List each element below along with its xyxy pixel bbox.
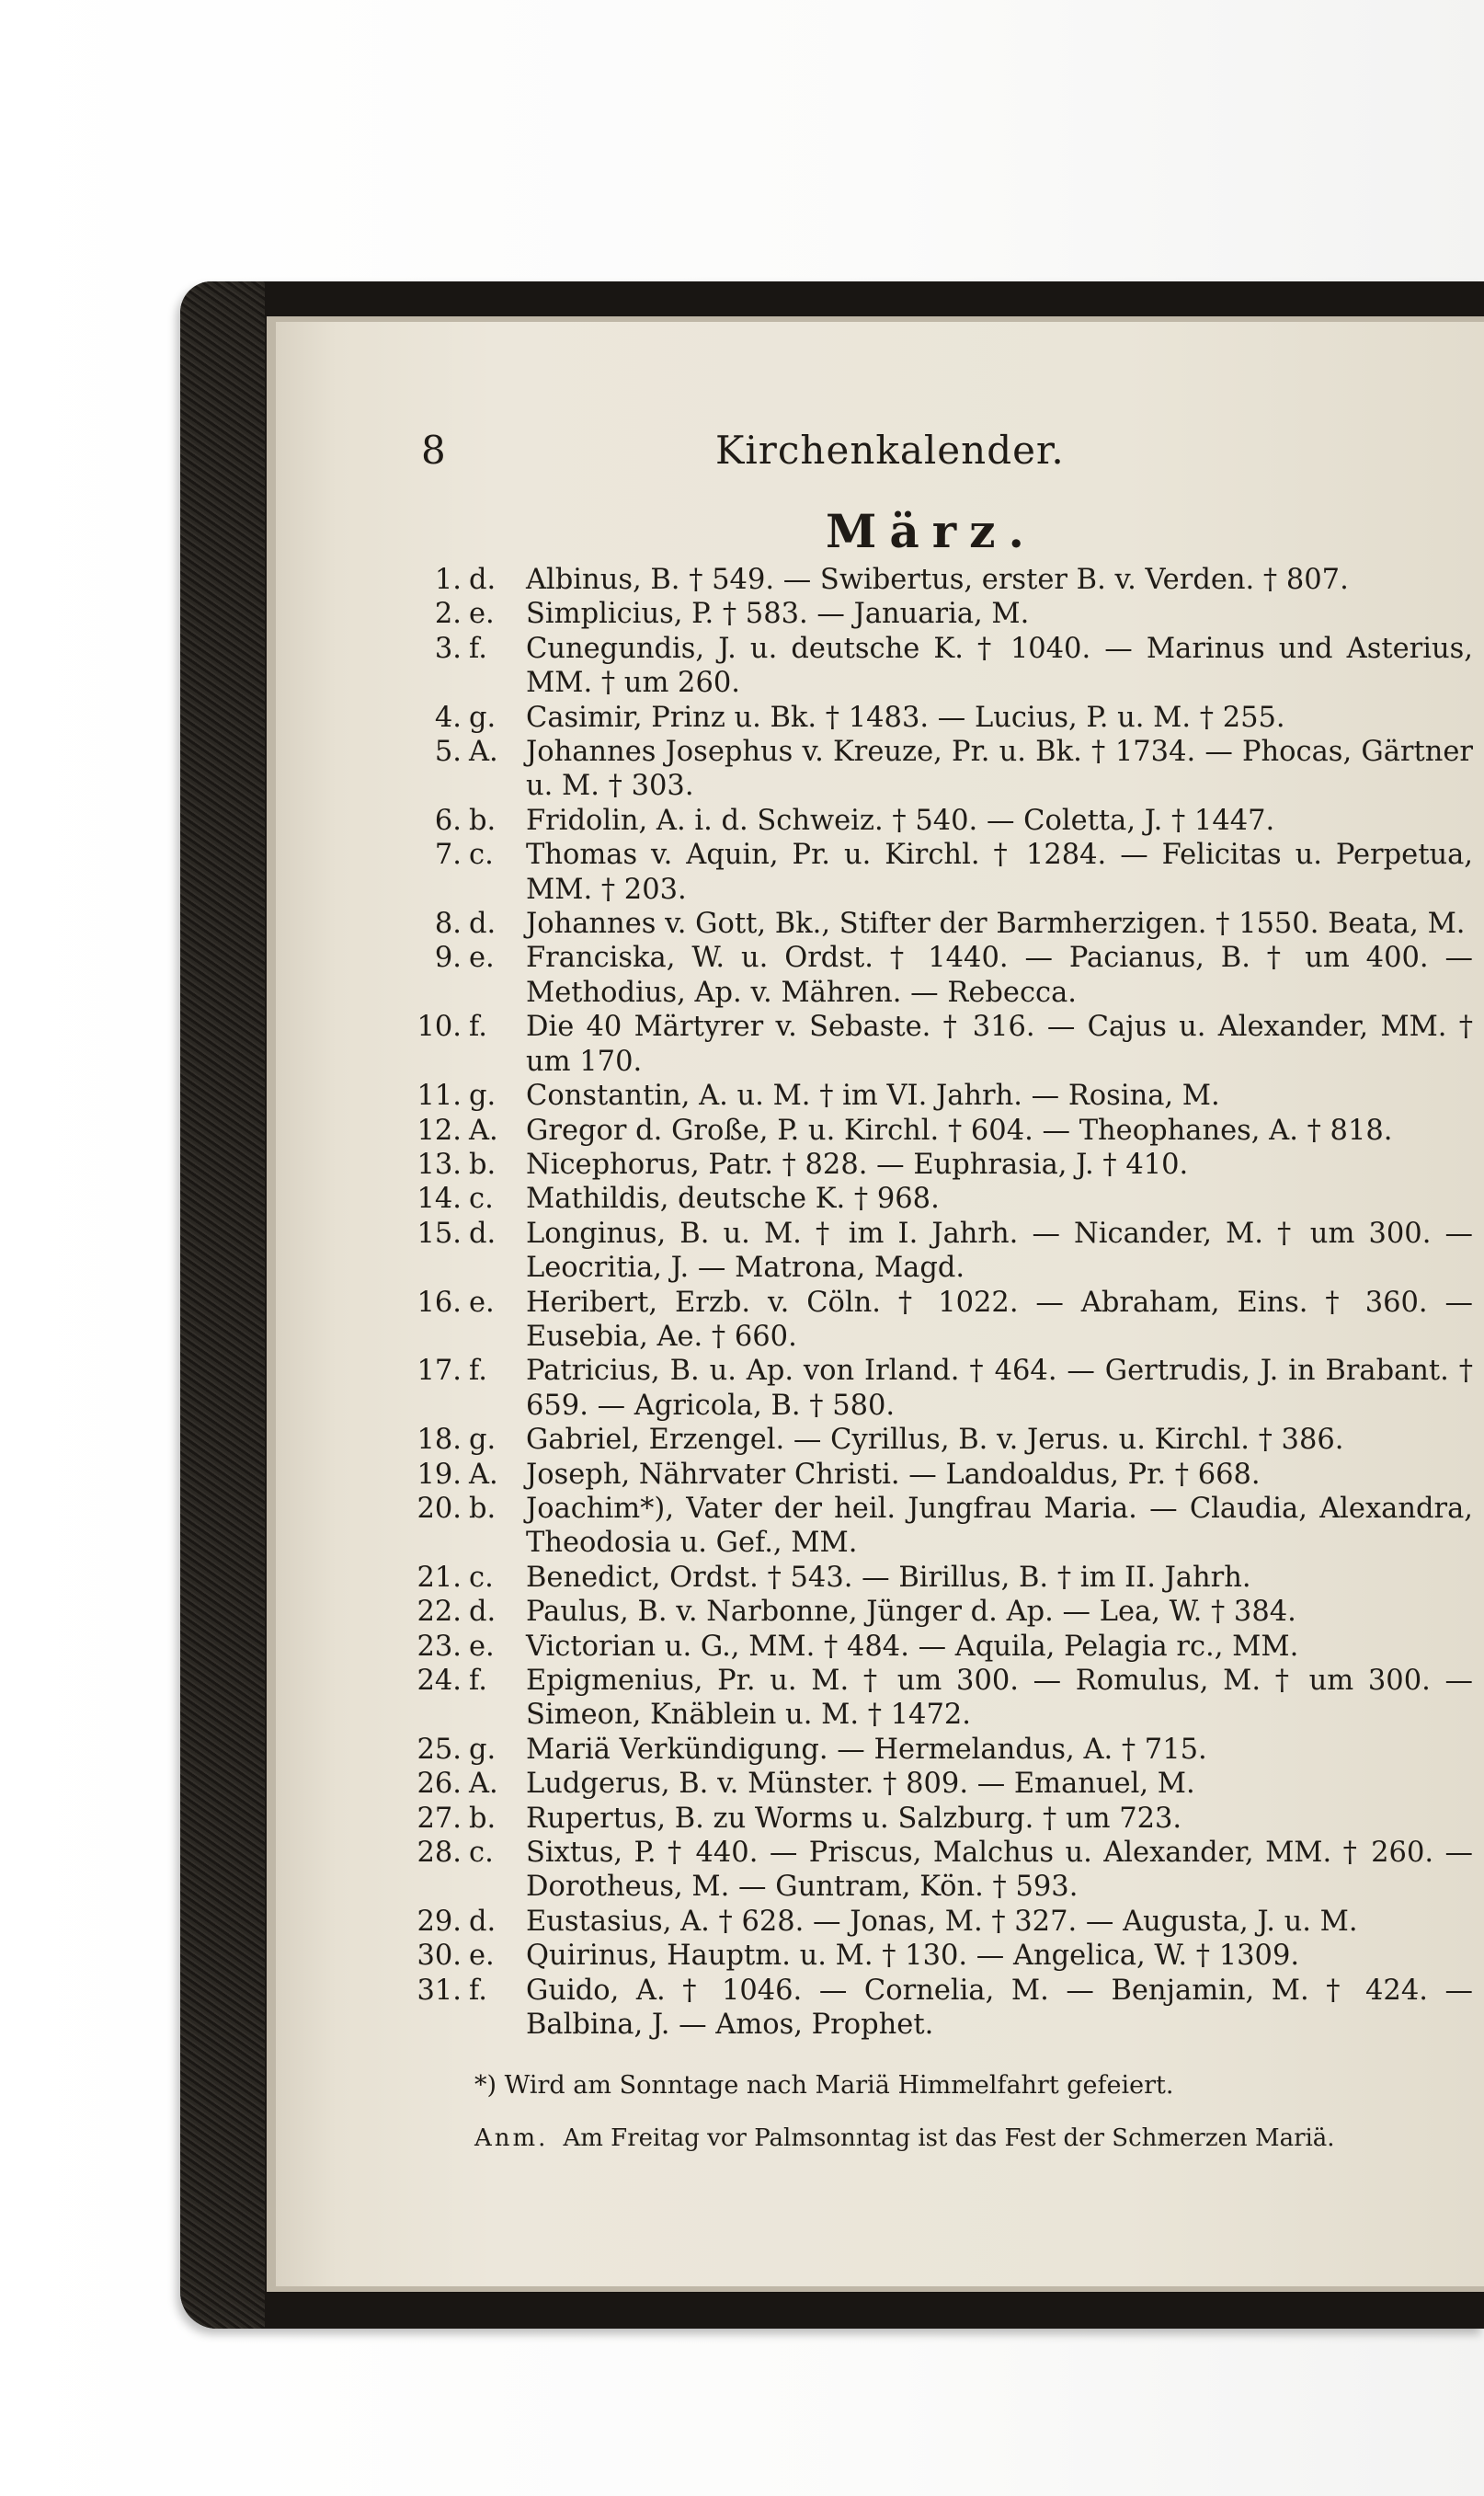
entry-day-letter: c.: [469, 1561, 494, 1594]
entry-day-number: 1.: [434, 564, 462, 596]
entry-day-number: 26.: [417, 1768, 462, 1801]
entry-day-number: 19.: [417, 1458, 462, 1491]
entry-text: Johannes v. Gott, Bk., Stifter der Barmherzigen. † 1550. Beata, M.: [526, 908, 1466, 941]
entry-day-letter: b.: [469, 1148, 497, 1181]
entry-text: Casimir, Prinz u. Bk. † 1483. — Lucius, P. u. M. † 255.: [526, 701, 1285, 734]
remark-text: Am Freitag vor Palmsonntag ist das Fest der Schmerzen Mariä.: [563, 2124, 1335, 2152]
calendar-entry: [386, 563, 1480, 597]
entry-day-letter: f.: [469, 1011, 487, 1044]
calendar-entry: [386, 632, 1480, 701]
entry-text: Paulus, B. v. Narbonne, Jünger d. Ap. — Lea, W. † 384.: [526, 1596, 1296, 1629]
entry-text: Eustasius, A. † 628. — Jonas, M. † 327. — Augusta, J. u. M.: [526, 1905, 1358, 1938]
entry-day-letter: b.: [469, 1492, 497, 1525]
entry-day-number: 12.: [417, 1114, 462, 1147]
month-title: März.: [826, 504, 1037, 558]
book-page: [276, 322, 1484, 2286]
calendar-entry: [386, 597, 1480, 631]
entry-day-number: 18.: [417, 1424, 462, 1457]
page-header: [421, 418, 1442, 483]
calendar-entry: [386, 1561, 1480, 1595]
calendar-entry: [386, 701, 1480, 735]
entry-day-letter: g.: [469, 1080, 497, 1113]
calendar-entry: [386, 1664, 1480, 1733]
remark-label: Anm.: [474, 2124, 549, 2152]
calendar-entry: [386, 1802, 1480, 1836]
calendar-entry: [386, 1733, 1480, 1767]
entry-text: Ludgerus, B. v. Münster. † 809. — Emanuel, M.: [526, 1768, 1195, 1801]
entry-day-number: 9.: [434, 942, 462, 975]
entry-day-number: 31.: [417, 1974, 462, 2007]
entry-day-number: 29.: [417, 1905, 462, 1938]
entry-day-number: 6.: [434, 804, 462, 837]
entry-day-letter: c.: [469, 839, 494, 872]
entry-text: Thomas v. Aquin, Pr. u. Kirchl. † 1284. — Felicitas u. Perpetua, MM. † 203.: [526, 839, 1473, 906]
calendar-entry: [386, 1492, 1480, 1561]
book-spine: [180, 281, 265, 2329]
entry-day-letter: A.: [469, 736, 498, 769]
calendar-entry: [386, 1217, 1480, 1286]
entry-text: Nicephorus, Patr. † 828. — Euphrasia, J. † 410.: [526, 1148, 1189, 1181]
entry-day-letter: A.: [469, 1458, 498, 1491]
entry-day-number: 20.: [417, 1492, 462, 1525]
entry-day-letter: c.: [469, 1183, 494, 1216]
entry-day-number: 24.: [417, 1665, 462, 1697]
entry-day-letter: b.: [469, 1802, 497, 1835]
page-number: 8: [421, 428, 446, 473]
entry-day-number: 28.: [417, 1837, 462, 1870]
entry-day-number: 15.: [417, 1217, 462, 1250]
calendar-entry: [386, 1836, 1480, 1905]
entry-text: Cunegundis, J. u. deutsche K. † 1040. — Marinus und Asterius, MM. † um 260.: [526, 632, 1473, 700]
entry-day-letter: e.: [469, 598, 495, 631]
calendar-entry: [386, 838, 1480, 907]
running-title: Kirchenkalender.: [715, 428, 1065, 473]
calendar-entry: [386, 907, 1480, 941]
entry-day-number: 8.: [434, 908, 462, 941]
entry-day-letter: d.: [469, 1905, 497, 1938]
entry-day-number: 14.: [417, 1183, 462, 1216]
entry-day-letter: e.: [469, 1286, 495, 1319]
entry-day-number: 3.: [434, 632, 462, 665]
entry-day-letter: f.: [469, 632, 487, 665]
entry-text: Quirinus, Hauptm. u. M. † 130. — Angelica, W. † 1309.: [526, 1940, 1300, 1973]
entry-text: Die 40 Märtyrer v. Sebaste. † 316. — Cajus u. Alexander, MM. † um 170.: [526, 1011, 1473, 1078]
entry-text: Longinus, B. u. M. † im I. Jahrh. — Nicander, M. † um 300. — Leocritia, J. — Matrona, Magd.: [526, 1217, 1473, 1285]
entry-day-number: 21.: [417, 1561, 462, 1594]
entry-text: Sixtus, P. † 440. — Priscus, Malchus u. Alexander, MM. † 260. — Dorotheus, M. — Guntram, Kön. † 593.: [526, 1837, 1473, 1904]
entry-day-letter: e.: [469, 1940, 495, 1973]
entry-text: Fridolin, A. i. d. Schweiz. † 540. — Coletta, J. † 1447.: [526, 804, 1275, 837]
entry-text: Heribert, Erzb. v. Cöln. † 1022. — Abraham, Eins. † 360. — Eusebia, Ae. † 660.: [526, 1286, 1473, 1353]
entry-day-number: 10.: [417, 1011, 462, 1044]
calendar-entry: [386, 804, 1480, 838]
calendar-entry: [386, 735, 1480, 804]
entry-text: Epigmenius, Pr. u. M. † um 300. — Romulus, M. † um 300. — Simeon, Knäblein u. M. † 1472.: [526, 1665, 1473, 1732]
entry-text: Mathildis, deutsche K. † 968.: [526, 1183, 940, 1216]
entry-text: Simplicius, P. † 583. — Januaria, M.: [526, 598, 1030, 631]
entry-day-number: 25.: [417, 1733, 462, 1766]
entry-text: Guido, A. † 1046. — Cornelia, M. — Benjamin, M. † 424. — Balbina, J. — Amos, Prophet.: [526, 1974, 1473, 2042]
entry-text: Constantin, A. u. M. † im VI. Jahrh. — Rosina, M.: [526, 1080, 1220, 1113]
entry-text: Albinus, B. † 549. — Swibertus, erster B. v. Verden. † 807.: [526, 564, 1349, 596]
remark: [474, 2120, 1467, 2157]
calendar-entry: [386, 1354, 1480, 1423]
calendar-entry: [386, 1939, 1480, 1973]
entry-day-letter: d.: [469, 908, 497, 941]
entry-day-letter: b.: [469, 804, 497, 837]
entry-text: Rupertus, B. zu Worms u. Salzburg. † um 723.: [526, 1802, 1182, 1835]
entry-day-letter: g.: [469, 701, 497, 734]
calendar-entry: [386, 1905, 1480, 1939]
entry-day-letter: g.: [469, 1424, 497, 1457]
calendar-list: [386, 563, 1480, 2042]
entry-text: Gabriel, Erzengel. — Cyrillus, B. v. Jerus. u. Kirchl. † 386.: [526, 1424, 1344, 1457]
entry-text: Mariä Verkündigung. — Hermelandus, A. † 715.: [526, 1733, 1207, 1766]
entry-day-number: 4.: [434, 701, 462, 734]
entry-day-letter: d.: [469, 564, 497, 596]
entry-day-letter: A.: [469, 1768, 498, 1801]
entry-day-letter: c.: [469, 1837, 494, 1870]
calendar-entry: [386, 1974, 1480, 2043]
calendar-entry: [386, 1767, 1480, 1801]
calendar-entry: [386, 941, 1480, 1010]
entry-day-letter: e.: [469, 942, 495, 975]
entry-text: Benedict, Ordst. † 543. — Birillus, B. † im II. Jahrh.: [526, 1561, 1251, 1594]
calendar-entry: [386, 1148, 1480, 1182]
entry-text: Johannes Josephus v. Kreuze, Pr. u. Bk. † 1734. — Phocas, Gärtner u. M. † 303.: [526, 736, 1473, 803]
entry-day-letter: e.: [469, 1630, 495, 1663]
calendar-entry: [386, 1423, 1480, 1457]
entry-day-number: 5.: [434, 736, 462, 769]
entry-day-number: 22.: [417, 1596, 462, 1629]
entry-day-letter: f.: [469, 1974, 487, 2007]
footnote: *) Wird am Sonntage nach Mariä Himmelfahrt gefeiert.: [474, 2071, 1174, 2100]
entry-day-letter: A.: [469, 1114, 498, 1147]
entry-day-letter: f.: [469, 1355, 487, 1388]
entry-day-letter: d.: [469, 1596, 497, 1629]
entry-day-number: 11.: [417, 1080, 462, 1113]
entry-text: Joseph, Nährvater Christi. — Landoaldus, Pr. † 668.: [526, 1458, 1261, 1491]
entry-day-number: 7.: [434, 839, 462, 872]
calendar-entry: [386, 1595, 1480, 1629]
entry-text: Joachim*), Vater der heil. Jungfrau Maria. — Claudia, Alexandra, Theodosia u. Gef., MM.: [526, 1492, 1473, 1560]
entry-text: Victorian u. G., MM. † 484. — Aquila, Pelagia rc., MM.: [526, 1630, 1299, 1663]
entry-day-number: 2.: [434, 598, 462, 631]
entry-day-letter: g.: [469, 1733, 497, 1766]
calendar-entry: [386, 1114, 1480, 1148]
calendar-entry: [386, 1182, 1480, 1216]
calendar-entry: [386, 1458, 1480, 1492]
entry-day-number: 23.: [417, 1630, 462, 1663]
entry-day-number: 17.: [417, 1355, 462, 1388]
entry-day-number: 27.: [417, 1802, 462, 1835]
entry-text: Franciska, W. u. Ordst. † 1440. — Pacianus, B. † um 400. — Methodius, Ap. v. Mähren. — Rebecca.: [526, 942, 1473, 1009]
entry-day-number: 16.: [417, 1286, 462, 1319]
entry-day-number: 13.: [417, 1148, 462, 1181]
entry-day-number: 30.: [417, 1940, 462, 1973]
entry-day-letter: f.: [469, 1665, 487, 1697]
calendar-entry: [386, 1079, 1480, 1113]
entry-text: Patricius, B. u. Ap. von Irland. † 464. — Gertrudis, J. in Brabant. † 659. — Agricola, B. † 580.: [526, 1355, 1473, 1422]
calendar-entry: [386, 1286, 1480, 1355]
entry-text: Gregor d. Große, P. u. Kirchl. † 604. — Theophanes, A. † 818.: [526, 1114, 1393, 1147]
calendar-entry: [386, 1010, 1480, 1079]
calendar-entry: [386, 1630, 1480, 1664]
entry-day-letter: d.: [469, 1217, 497, 1250]
